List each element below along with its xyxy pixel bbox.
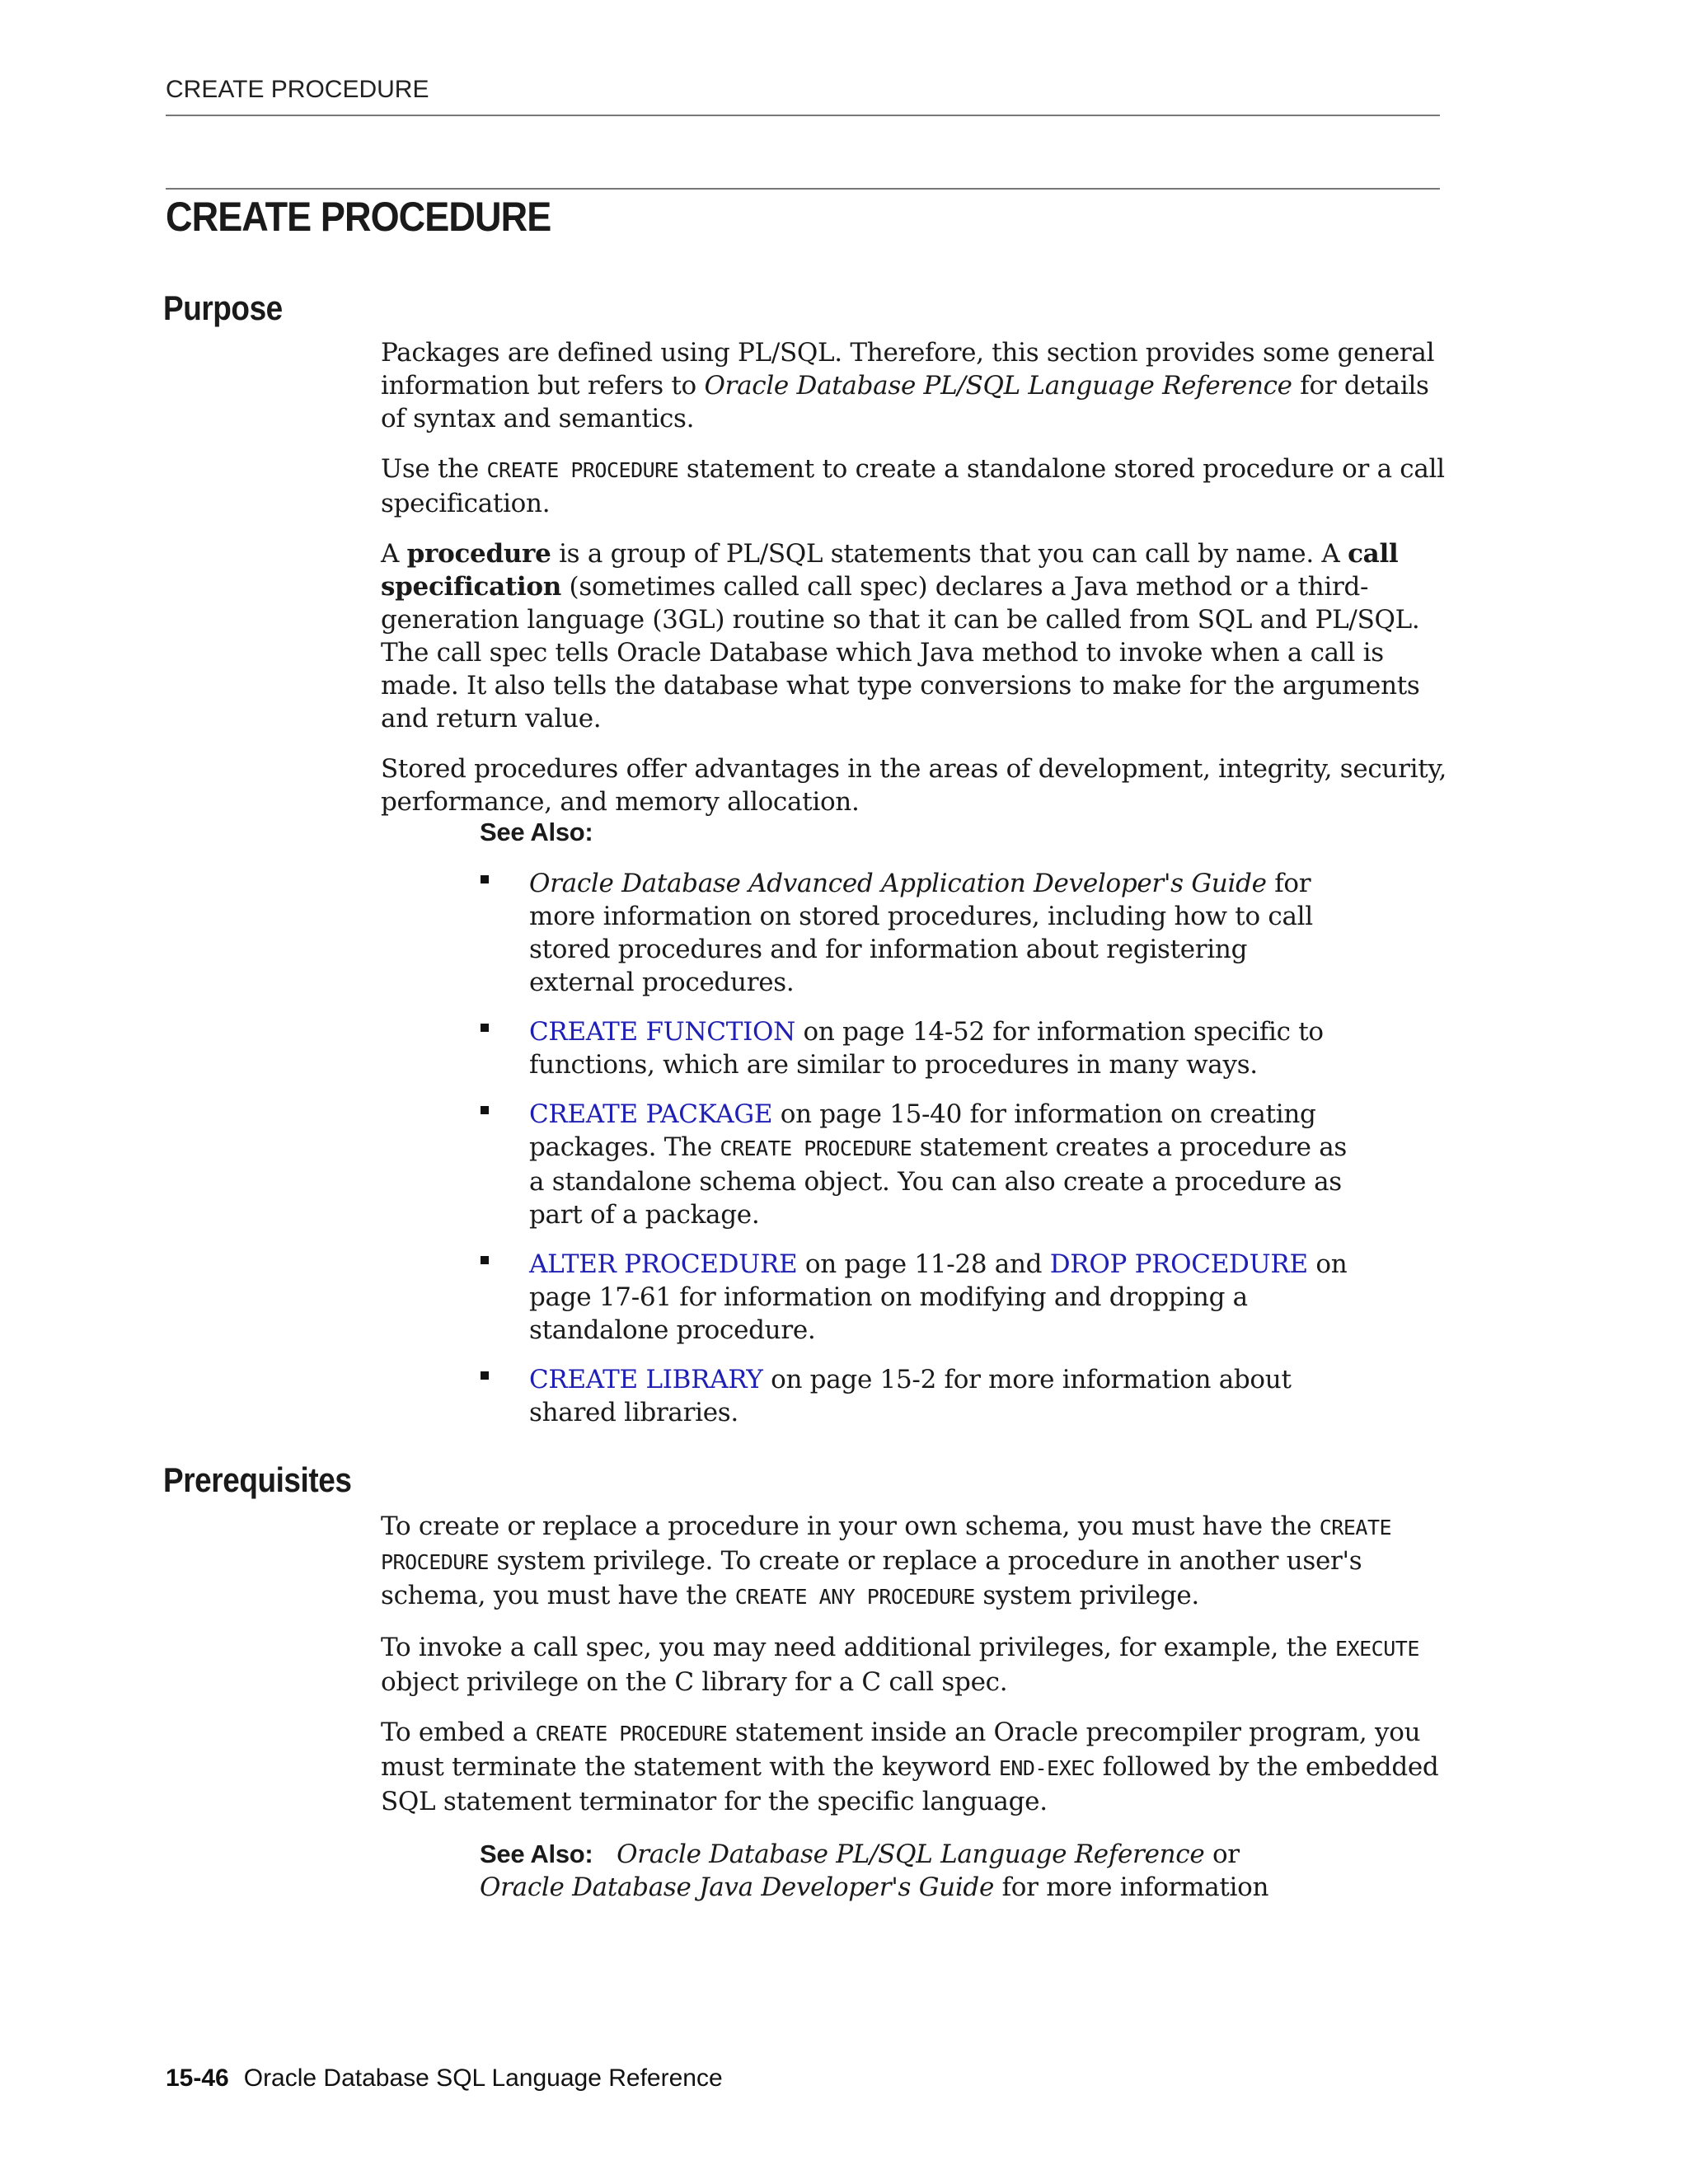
inline-code: CREATE PROCEDURE — [720, 1137, 912, 1160]
text: on page 14-52 for information specific to functions, which are similar to procedures in many ways. — [529, 1017, 1324, 1080]
inline-code: CREATE ANY PROCEDURE — [734, 1585, 975, 1609]
page-footer — [166, 2064, 723, 2093]
bullet-icon — [481, 875, 489, 883]
list-item — [480, 1363, 1353, 1429]
prerequisites-heading: Prerequisites — [163, 1460, 352, 1499]
doc-title-reference: Oracle Database Java Developer's Guide — [480, 1872, 995, 1902]
text: To create or replace a procedure in your own schema, you must have the — [381, 1511, 1320, 1541]
text: To invoke a call spec, you may need additional privileges, for example, the — [381, 1633, 1336, 1662]
doc-title-reference: Oracle Database PL/SQL Language Reference — [704, 371, 1292, 401]
list-item — [480, 1248, 1353, 1347]
text: Packages are defined using PL/SQL. Therefore, this section provides some general information but refers to — [381, 338, 1435, 401]
doc-title-reference: Oracle Database Advanced Application Developer's Guide — [529, 869, 1267, 898]
text: statement creates a procedure as a standalone schema object. You can also create a procedure as part of a package. — [529, 1132, 1348, 1230]
text: or — [1204, 1840, 1240, 1869]
list-item — [480, 867, 1353, 999]
text: on page 15-2 for more information about shared libraries. — [529, 1365, 1292, 1427]
book-title: Oracle Database SQL Language Reference — [243, 2064, 723, 2092]
see-also-label: See Also: — [480, 1840, 593, 1868]
list-item — [480, 1098, 1353, 1231]
term-procedure: procedure — [406, 539, 551, 569]
text: Use the — [381, 454, 487, 484]
see-also-label: See Also: — [480, 818, 593, 846]
purpose-heading: Purpose — [163, 288, 283, 327]
title-rule — [166, 188, 1440, 190]
link-create-library[interactable]: CREATE LIBRARY — [529, 1365, 763, 1394]
prerequisites-body — [381, 1510, 1452, 1835]
term-call-specification: call specification — [381, 539, 1399, 602]
doc-title-reference: Oracle Database PL/SQL Language Reference — [617, 1840, 1205, 1869]
text: system privilege. To create or replace a procedure in another user's schema, you must have the — [381, 1546, 1362, 1610]
text: is a group of PL/SQL statements that you can call by name. A — [551, 539, 1348, 569]
text: on page 17-61 for information on modifying and dropping a standalone procedure. — [529, 1249, 1348, 1345]
link-drop-procedure[interactable]: DROP PROCEDURE — [1049, 1249, 1308, 1279]
link-create-package[interactable]: CREATE PACKAGE — [529, 1099, 773, 1129]
inline-code: EXECUTE — [1335, 1637, 1419, 1661]
text: on page 15-40 for information on creating packages. The — [529, 1099, 1316, 1162]
inline-code: CREATE PROCEDURE — [486, 458, 679, 482]
inline-code: CREATE PROCEDURE — [381, 1516, 1392, 1574]
link-create-function[interactable]: CREATE FUNCTION — [529, 1017, 795, 1047]
bullet-icon — [481, 1106, 489, 1114]
running-head: CREATE PROCEDURE — [166, 76, 429, 103]
purpose-paragraph-1 — [381, 336, 1452, 435]
text: followed by the embedded SQL statement terminator for the specific language. — [381, 1752, 1439, 1816]
bullet-icon — [481, 1024, 489, 1032]
inline-code: END-EXEC — [998, 1756, 1095, 1780]
text: (sometimes called call spec) declares a Java method or a third-generation language (3GL) routine so that it can be called from SQL and PL/SQL. The call spec tells Oracle Database which Java method to invoke when a call is made. It also tells the database what type conversions to make for the arguments and return value. — [381, 572, 1420, 733]
prerequisites-paragraph-1 — [381, 1510, 1452, 1614]
prerequisites-paragraph-3 — [381, 1716, 1452, 1818]
text: system privilege. — [974, 1581, 1199, 1610]
text: A — [381, 539, 407, 569]
link-alter-procedure[interactable]: ALTER PROCEDURE — [529, 1249, 798, 1279]
see-also-prerequisites — [480, 1838, 1304, 1904]
purpose-body — [381, 336, 1452, 836]
bullet-icon — [481, 1256, 489, 1264]
page-number: 15-46 — [166, 2064, 229, 2092]
header-rule — [166, 115, 1440, 116]
text: statement to create a standalone stored procedure or a call specification. — [381, 454, 1445, 518]
see-also-list — [480, 867, 1353, 1429]
text: for more information on stored procedures, including how to call stored procedures and for information about registering external procedures. — [529, 869, 1313, 997]
purpose-paragraph-3 — [381, 537, 1452, 735]
text: for more information — [994, 1872, 1269, 1902]
bullet-icon — [481, 1371, 489, 1380]
text: on page 11-28 and — [797, 1249, 1050, 1279]
prerequisites-paragraph-2 — [381, 1631, 1452, 1699]
text: To embed a — [381, 1718, 536, 1747]
see-also-purpose — [480, 816, 1353, 1446]
purpose-paragraph-2 — [381, 452, 1452, 520]
list-item — [480, 1015, 1353, 1081]
inline-code: CREATE PROCEDURE — [535, 1722, 728, 1746]
text: for details of syntax and semantics. — [381, 371, 1429, 434]
page-title: CREATE PROCEDURE — [166, 194, 551, 240]
purpose-paragraph-4: Stored procedures offer advantages in the areas of development, integrity, security, performance, and memory allocation. — [381, 754, 1447, 817]
text: object privilege on the C library for a C call spec. — [381, 1667, 1008, 1697]
text: statement inside an Oracle precompiler program, you must terminate the statement with the keyword — [381, 1718, 1421, 1782]
